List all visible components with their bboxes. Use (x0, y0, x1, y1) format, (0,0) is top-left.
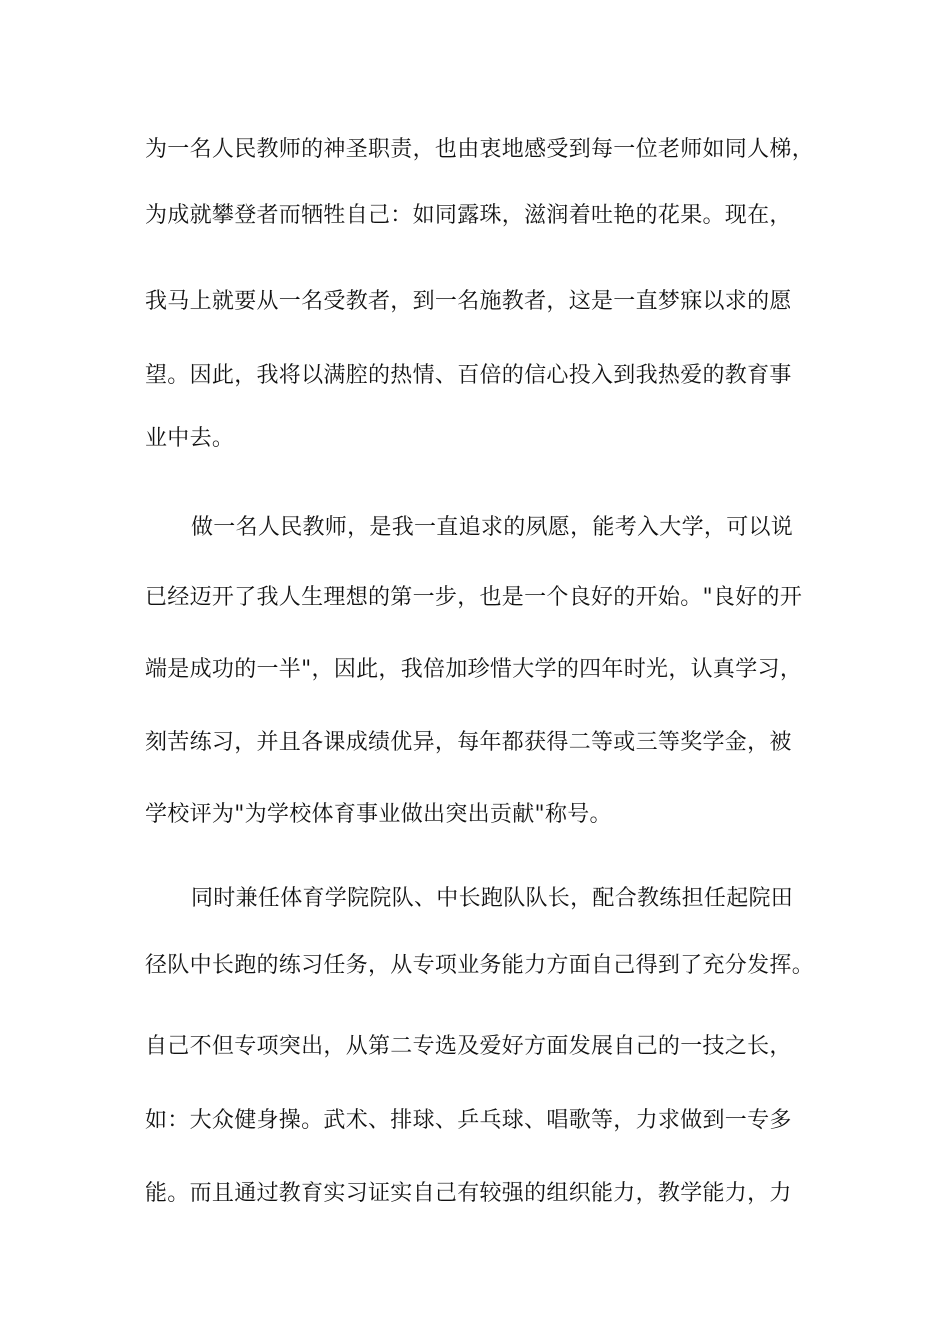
text-line: 端是成功的一半"，因此，我倍加珍惜大学的四年时光，认真学习， (145, 657, 803, 682)
text-line: 为一名人民教师的神圣职责，也由衷地感受到每一位老师如同人梯， (145, 137, 815, 162)
text-line: 为成就攀登者而牺牲自己：如同露珠，滋润着吐艳的花果。现在， (145, 203, 792, 228)
paragraph-start-line: 同时兼任体育学院院队、中长跑队队长，配合教练担任起院田 (191, 886, 794, 911)
text-line: 已经迈开了我人生理想的第一步，也是一个良好的开始。"良好的开 (145, 585, 803, 610)
text-line: 径队中长跑的练习任务，从专项业务能力方面自己得到了充分发挥。 (145, 953, 815, 978)
text-line: 刻苦练习，并且各课成绩优异，每年都获得二等或三等奖学金，被 (145, 730, 792, 755)
text-line: 学校评为"为学校体育事业做出突出贡献"称号。 (145, 802, 612, 827)
text-line: 能。而且通过教育实习证实自己有较强的组织能力，教学能力，力 (145, 1181, 792, 1206)
paragraph-start-line: 做一名人民教师，是我一直追求的夙愿，能考入大学，可以说 (191, 515, 794, 540)
text-line: 望。因此，我将以满腔的热情、百倍的信心投入到我热爱的教育事 (145, 363, 792, 388)
text-line: 自己不但专项突出，从第二专选及爱好方面发展自己的一技之长， (145, 1034, 792, 1059)
text-line: 我马上就要从一名受教者，到一名施教者，这是一直梦寐以求的愿 (145, 289, 792, 314)
text-line: 如：大众健身操。武术、排球、乒乓球、唱歌等，力求做到一专多 (145, 1108, 792, 1133)
text-line: 业中去。 (145, 426, 235, 451)
